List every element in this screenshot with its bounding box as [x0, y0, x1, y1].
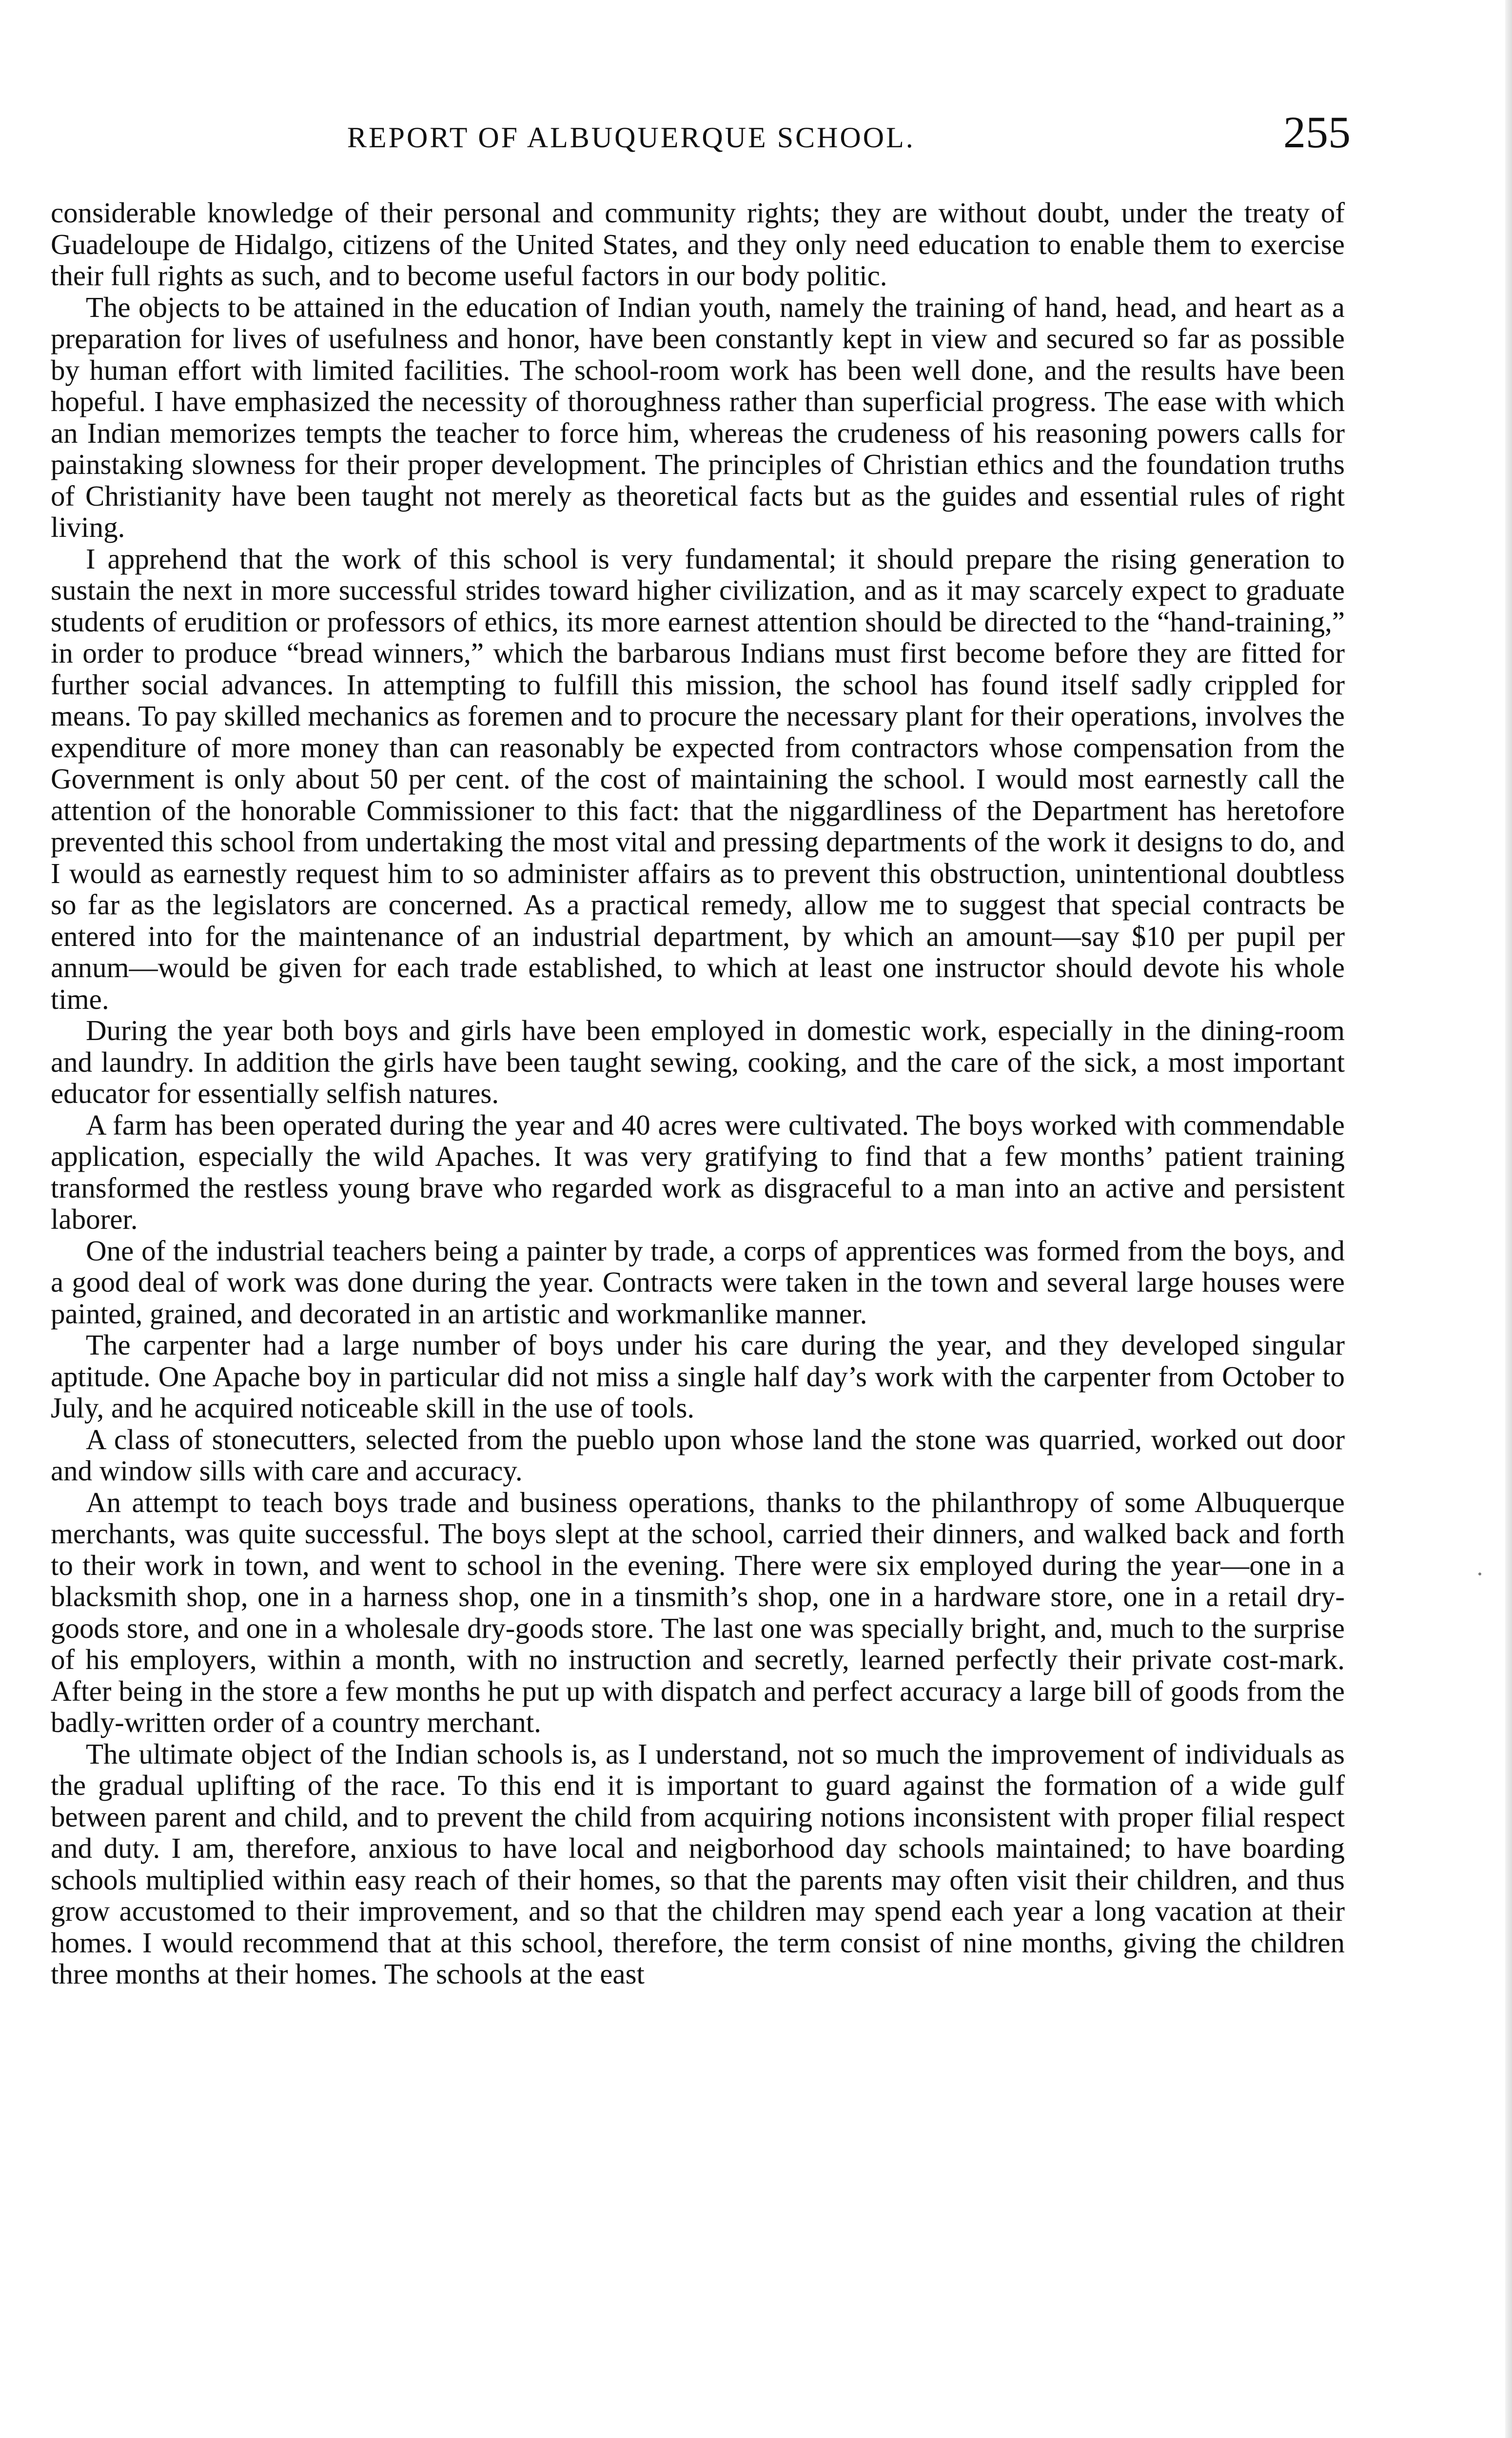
margin-speck [1478, 1573, 1481, 1575]
paragraph-10: The ultimate object of the Indian schools is, as I understand, not so much the improvement of individuals as the gradual uplifting of the race. To this end it is important to guard against the formation of a wide gulf between parent and child, and to prevent the child from acquiring notions inconsistent with proper filial respect and duty. I am, therefore, anxious to have local and neigborhood day schools maintained; to have boarding schools multiplied within easy reach of their homes, so that the parents may often visit their children, and thus grow accustomed to their improvement, and so that the children may spend each year a long vacation at their homes. I would recommend that at this school, therefore, the term consist of nine months, giving the children three months at their homes. The schools at the east [51, 1737, 1345, 1990]
paragraph-4: During the year both boys and girls have been employed in domestic work, especially in the dining-room and laundry. In addition the girls have been taught sewing, cooking, and the care of the sick, a most important educator for essentially selfish natures. [51, 1014, 1345, 1109]
body-text [51, 197, 1345, 1990]
paragraph-6: One of the industrial teachers being a painter by trade, a corps of apprentices was formed from the boys, and a good deal of work was done during the year. Contracts were taken in the town and several large houses were painted, grained, and decorated in an artistic and workmanlike manner. [51, 1234, 1345, 1330]
paragraph-2: The objects to be attained in the education of Indian youth, namely the training of hand, head, and heart as a preparation for lives of usefulness and honor, have been constantly kept in view and secured so far as possible by human effort with limited facilities. The school-room work has been well done, and the results have been hopeful. I have emphasized the necessity of thoroughness rather than superficial progress. The ease with which an Indian memorizes tempts the teacher to force him, whereas the crudeness of his reasoning powers calls for painstaking slowness for their proper development. The principles of Christian ethics and the foundation truths of Christianity have been taught not merely as theoretical facts but as the guides and essential rules of right living. [51, 291, 1345, 543]
paragraph-5: A farm has been operated during the year and 40 acres were cultivated. The boys worked with commendable application, especially the wild Apaches. It was very gratifying to find that a few months’ patient training transformed the restless young brave who regarded work as disgraceful to a man into an active and persistent laborer. [51, 1108, 1345, 1235]
page-number: 255 [1283, 107, 1351, 157]
paragraph-3: I apprehend that the work of this school is very fundamental; it should prepare the rising generation to sustain the next in more successful strides toward higher civilization, and as it may scarcely expect to graduate students of erudition or professors of ethics, its more earnest attention should be directed to the “hand-training,” in order to produce “bread winners,” which the barbarous Indians must first become before they are fitted for further social advances. In attempting to fulfill this mission, the school has found itself sadly crippled for means. To pay skilled mechanics as foremen and to procure the necessary plant for their operations, involves the expenditure of more money than can reasonably be expected from contractors whose compensation from the Government is only about 50 per cent. of the cost of maintaining the school. I would most earnestly call the attention of the honorable Commissioner to this fact: that the niggardliness of the Department has heretofore prevented this school from undertaking the most vital and pressing departments of the work it designs to do, and I would as earnestly request him to so administer affairs as to prevent this obstruction, unintentional doubtless so far as the legislators are concerned. As a practical remedy, allow me to suggest that special contracts be entered into for the maintenance of an industrial department, by which an amount—say $10 per pupil per annum—would be given for each trade established, to which at least one instructor should devote his whole time. [51, 542, 1345, 1015]
paragraph-9: An attempt to teach boys trade and business operations, thanks to the philanthropy of some Albuquerque merchants, was quite successful. The boys slept at the school, carried their dinners, and walked back and forth to their work in town, and went to school in the evening. There were six employed during the year—one in a blacksmith shop, one in a harness shop, one in a tinsmith’s shop, one in a hardware store, one in a retail dry-goods store, and one in a wholesale dry-goods store. The last one was specially bright, and, much to the surprise of his employers, within a month, with no instruction and secretly, learned perfectly their private cost-mark. After being in the store a few months he put up with dispatch and perfect accuracy a large bill of goods from the badly-written order of a country merchant. [51, 1486, 1345, 1738]
paragraph-7: The carpenter had a large number of boys under his care during the year, and they developed singular aptitude. One Apache boy in particular did not miss a single half day’s work with the carpenter from October to July, and he acquired noticeable skill in the use of tools. [51, 1329, 1345, 1424]
page-edge-shadow [1505, 0, 1512, 2438]
paragraph-8: A class of stonecutters, selected from the pueblo upon whose land the stone was quarried, worked out door and window sills with care and accuracy. [51, 1423, 1345, 1487]
running-title: REPORT OF ALBUQUERQUE SCHOOL. [347, 121, 915, 154]
page-header [49, 106, 1351, 165]
paragraph-1: considerable knowledge of their personal and community rights; they are without doubt, under the treaty of Guadeloupe de Hidalgo, citizens of the United States, and they only need education to enable them to exercise their full rights as such, and to become useful factors in our body politic. [51, 197, 1345, 292]
